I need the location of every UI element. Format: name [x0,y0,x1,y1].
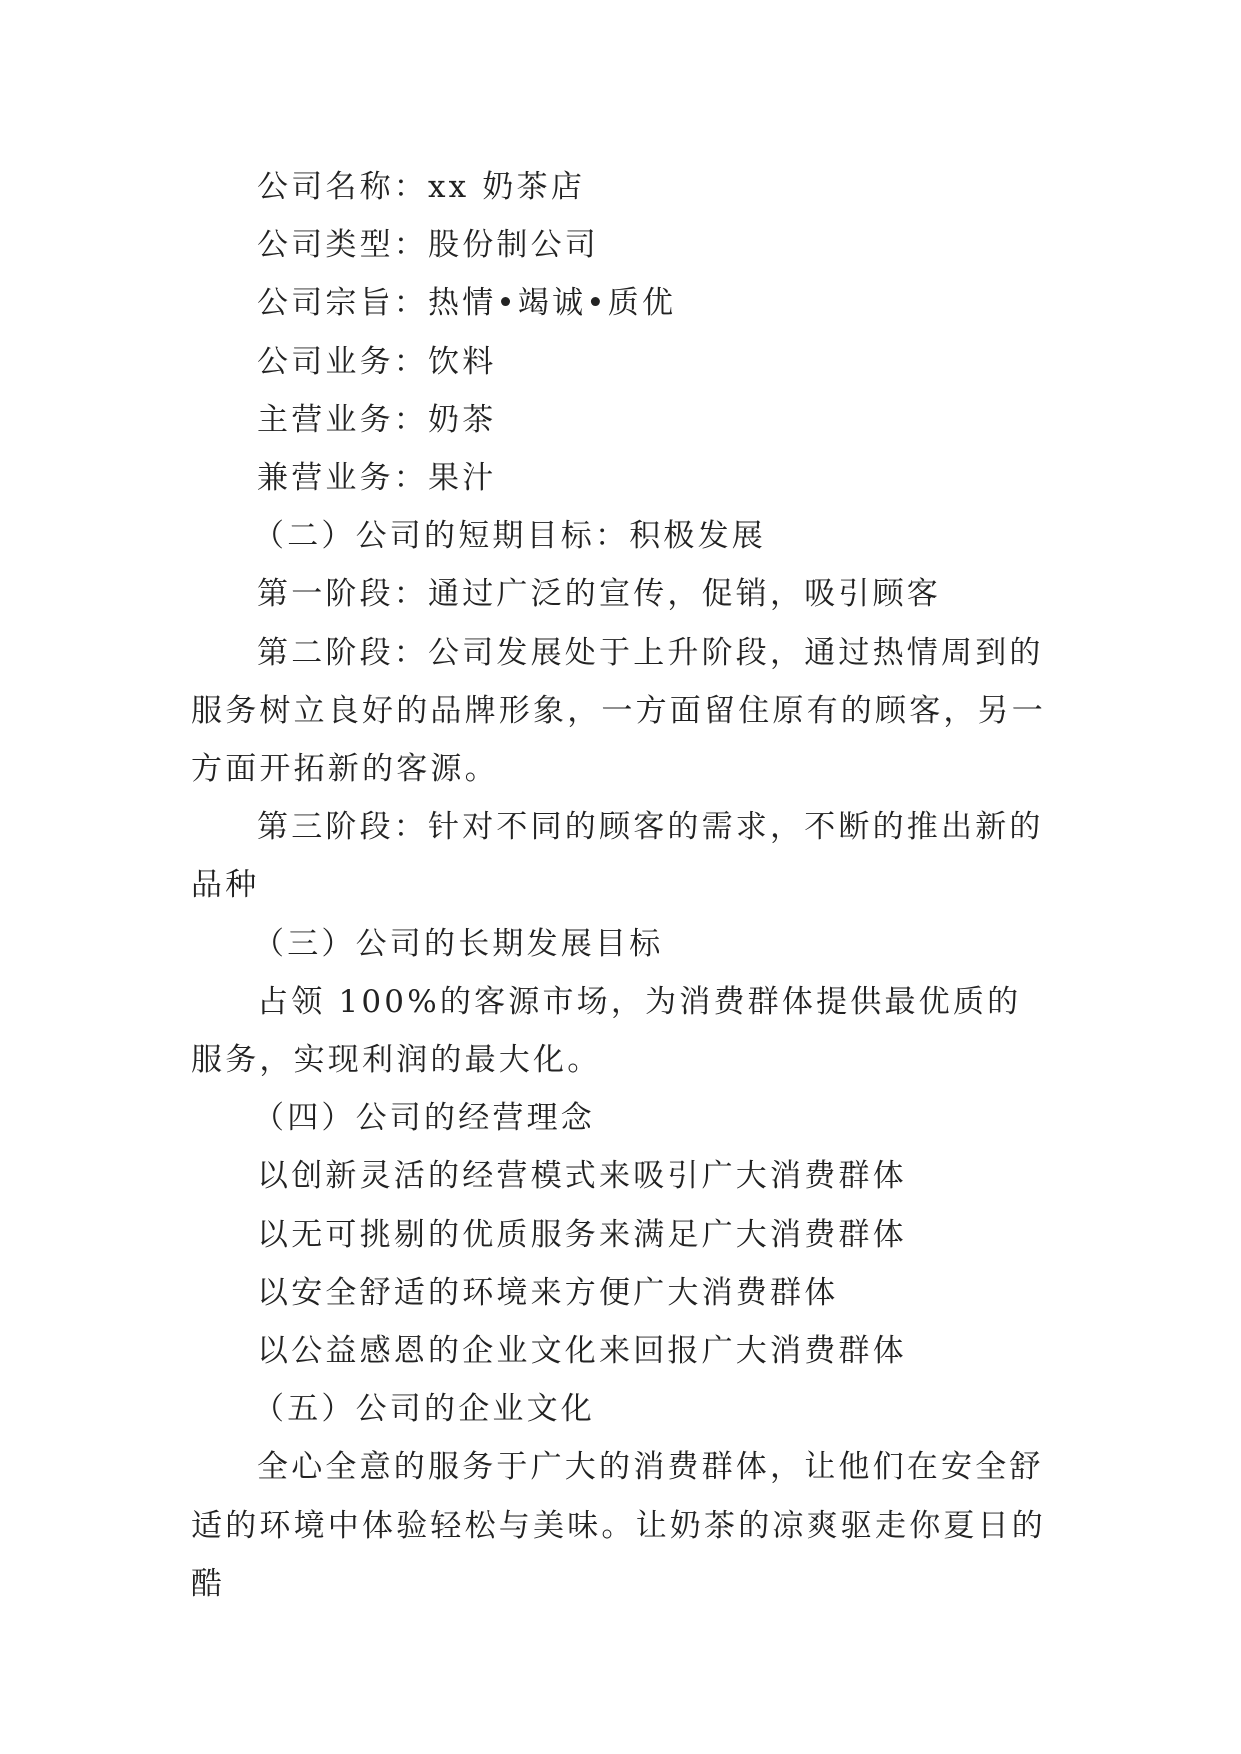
heading-business-philosophy: （四）公司的经营理念 [253,1100,595,1137]
heading-long-term-goals: （三）公司的长期发展目标 [253,925,664,962]
paragraph-philosophy-3: 以安全舒适的环境来方便广大消费群体 [257,1274,839,1311]
paragraph-philosophy-2: 以无可挑剔的优质服务来满足广大消费群体 [257,1216,907,1253]
heading-short-term-goals: （二）公司的短期目标：积极发展 [253,518,766,555]
paragraph-stage-one: 第一阶段：通过广泛的宣传，促销，吸引顾客 [257,576,941,613]
paragraph-company-name: 公司名称：xx 奶茶店 [257,169,586,205]
paragraph-company-business: 公司业务：饮料 [257,343,497,380]
paragraph-main-business: 主营业务：奶茶 [257,401,497,438]
paragraph-philosophy-4: 以公益感恩的企业文化来回报广大消费群体 [257,1333,907,1370]
paragraph-culture-text: 全心全意的服务于广大的消费群体，让他们在安全舒适的环境中体验轻松与美味。让奶茶的凉爽驱走你夏日的酷 [191,1449,1046,1602]
heading-corporate-culture: （五）公司的企业文化 [253,1391,595,1428]
document-body [191,158,1053,1613]
paragraph-company-purpose: 公司宗旨：热情•竭诚•质优 [257,285,677,322]
paragraph-long-term-text: 占领 100%的客源市场，为消费群体提供最优质的服务，实现利润的最大化。 [191,983,1022,1079]
paragraph-philosophy-1: 以创新灵活的经营模式来吸引广大消费群体 [257,1158,907,1195]
paragraph-side-business: 兼营业务：果汁 [257,460,497,497]
paragraph-stage-three: 第三阶段：针对不同的顾客的需求，不断的推出新的品种 [191,809,1044,904]
paragraph-company-type: 公司类型：股份制公司 [257,227,599,264]
paragraph-stage-two: 第二阶段：公司发展处于上升阶段，通过热情周到的服务树立良好的品牌形象，一方面留住原有的顾客，另一方面开拓新的客源。 [191,634,1046,788]
